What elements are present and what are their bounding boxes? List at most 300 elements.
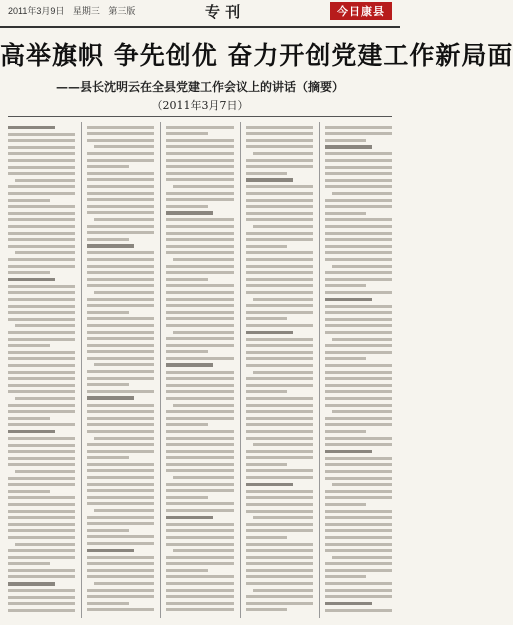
text-line	[87, 172, 154, 175]
text-line	[246, 556, 313, 559]
text-line	[325, 238, 392, 241]
text-line	[325, 510, 392, 513]
text-line	[246, 595, 313, 598]
text-line	[166, 562, 233, 565]
text-line	[246, 172, 288, 175]
text-line	[325, 417, 392, 420]
text-line	[246, 351, 313, 354]
text-line	[166, 245, 233, 248]
text-line	[246, 192, 313, 195]
text-line	[87, 569, 154, 572]
text-line	[87, 608, 154, 611]
text-line	[166, 165, 233, 168]
text-line	[246, 483, 293, 487]
text-line	[8, 437, 75, 440]
divider	[8, 116, 392, 117]
text-line	[325, 351, 392, 354]
text-line	[166, 284, 233, 287]
text-line	[8, 483, 75, 486]
text-line	[325, 245, 392, 248]
text-line	[87, 396, 134, 400]
text-line	[166, 582, 233, 585]
text-line	[8, 609, 75, 612]
text-line	[8, 364, 75, 367]
section-title: 专 刊	[205, 3, 241, 21]
text-line	[325, 450, 372, 454]
text-line	[87, 357, 154, 360]
text-line	[325, 543, 392, 546]
text-line	[87, 225, 154, 228]
text-line	[87, 152, 154, 155]
text-line	[253, 516, 313, 519]
text-line	[87, 556, 154, 559]
text-line	[87, 205, 154, 208]
text-line	[325, 423, 392, 426]
text-line	[325, 582, 392, 585]
text-line	[8, 596, 75, 599]
text-line	[166, 410, 233, 413]
text-line	[87, 298, 154, 301]
text-line	[8, 172, 75, 175]
text-line	[15, 324, 75, 327]
text-line	[325, 562, 392, 565]
text-line	[166, 278, 208, 281]
text-line	[325, 291, 392, 294]
text-line	[15, 470, 75, 473]
text-line	[246, 549, 313, 552]
text-line	[246, 608, 288, 611]
text-line	[246, 126, 313, 129]
text-line	[87, 404, 154, 407]
text-line	[166, 291, 233, 294]
text-line	[246, 496, 313, 499]
text-line	[87, 159, 154, 162]
text-line	[87, 483, 154, 486]
text-line	[325, 331, 392, 334]
text-line	[166, 443, 233, 446]
text-line	[8, 245, 75, 248]
text-line	[8, 582, 55, 586]
text-line	[246, 251, 313, 254]
text-line	[253, 443, 313, 446]
text-line	[325, 595, 392, 598]
text-line	[325, 205, 392, 208]
text-line	[87, 423, 154, 426]
text-line	[8, 529, 75, 532]
text-line	[87, 377, 154, 380]
text-line	[166, 595, 233, 598]
text-line	[87, 244, 134, 248]
text-line	[325, 390, 392, 393]
text-line	[325, 172, 392, 175]
text-line	[8, 205, 75, 208]
text-line	[15, 543, 75, 546]
text-line	[325, 430, 367, 433]
text-line	[166, 496, 208, 499]
text-line	[246, 212, 313, 215]
text-line	[166, 311, 233, 314]
text-line	[8, 166, 75, 169]
text-line	[325, 575, 367, 578]
text-line	[246, 602, 313, 605]
text-line	[8, 477, 75, 480]
text-line	[253, 371, 313, 374]
text-line	[166, 304, 233, 307]
text-line	[8, 265, 75, 268]
text-line	[87, 271, 154, 274]
text-line	[246, 232, 313, 235]
text-line	[8, 457, 75, 460]
text-line	[325, 212, 367, 215]
text-line	[8, 133, 75, 136]
text-line	[8, 371, 75, 374]
text-line	[8, 390, 75, 393]
text-line	[166, 423, 208, 426]
text-line	[166, 450, 233, 453]
text-line	[246, 463, 288, 466]
text-line	[173, 185, 233, 188]
text-line	[166, 523, 233, 526]
text-line	[8, 516, 75, 519]
text-line	[87, 443, 154, 446]
text-line	[166, 126, 233, 129]
text-line	[325, 477, 392, 480]
text-line	[166, 430, 233, 433]
text-line	[166, 417, 233, 420]
text-line	[166, 145, 233, 148]
text-line	[173, 476, 233, 479]
text-line	[246, 404, 313, 407]
text-line	[253, 298, 313, 301]
text-line	[8, 298, 75, 301]
text-line	[246, 437, 313, 440]
text-line	[173, 258, 233, 261]
text-line	[246, 344, 313, 347]
text-line	[325, 271, 392, 274]
text-line	[246, 258, 313, 261]
text-line	[325, 318, 392, 321]
text-line	[166, 238, 233, 241]
text-line	[325, 516, 392, 519]
text-line	[325, 437, 392, 440]
text-line	[87, 132, 154, 135]
text-line	[246, 311, 313, 314]
text-line	[325, 166, 392, 169]
text-line	[246, 238, 313, 241]
text-line	[8, 444, 75, 447]
text-line	[8, 225, 75, 228]
text-line	[8, 423, 75, 426]
text-line	[87, 278, 154, 281]
text-line	[246, 523, 313, 526]
text-line	[87, 211, 154, 214]
text-line	[87, 549, 134, 553]
text-line	[87, 516, 154, 519]
issue-weekday: 星期三	[72, 6, 100, 16]
text-column	[240, 122, 313, 618]
text-line	[325, 278, 392, 281]
text-line	[325, 311, 392, 314]
text-line	[8, 562, 50, 565]
text-line	[8, 417, 50, 420]
text-line	[87, 450, 154, 453]
text-line	[8, 278, 55, 282]
text-line	[87, 350, 154, 353]
text-line	[87, 456, 129, 459]
text-line	[15, 179, 75, 182]
text-line	[325, 298, 372, 302]
text-line	[325, 523, 392, 526]
text-line	[87, 324, 154, 327]
text-line	[166, 543, 233, 546]
text-line	[325, 470, 392, 473]
text-line	[246, 291, 313, 294]
text-line	[246, 357, 313, 360]
text-line	[8, 311, 75, 314]
text-line	[166, 317, 233, 320]
text-line	[325, 179, 392, 182]
text-line	[173, 549, 233, 552]
text-line	[166, 536, 233, 539]
text-line	[246, 304, 313, 307]
text-line	[246, 582, 313, 585]
text-line	[166, 516, 213, 520]
text-line	[325, 589, 392, 592]
issue-date: 2011年3月9日	[8, 6, 65, 16]
text-line	[8, 589, 75, 592]
text-line	[246, 423, 313, 426]
newspaper-header	[0, 0, 400, 28]
text-line	[166, 463, 233, 466]
text-line	[246, 271, 313, 274]
text-line	[87, 430, 154, 433]
text-line	[87, 185, 154, 188]
text-line	[8, 238, 75, 241]
issue-info	[8, 4, 141, 17]
text-line	[8, 218, 75, 221]
text-line	[8, 152, 75, 155]
text-line	[166, 172, 233, 175]
text-line	[246, 450, 313, 453]
text-line	[87, 542, 154, 545]
text-line	[246, 390, 288, 393]
text-line	[94, 363, 154, 366]
text-line	[94, 145, 154, 148]
text-line	[325, 609, 392, 612]
text-line	[87, 337, 154, 340]
text-line	[246, 575, 313, 578]
text-line	[166, 139, 233, 142]
text-line	[166, 337, 233, 340]
text-line	[332, 338, 392, 341]
text-line	[253, 589, 313, 592]
text-line	[87, 502, 154, 505]
text-line	[246, 364, 313, 367]
text-line	[166, 569, 208, 572]
text-column	[8, 122, 75, 618]
text-line	[246, 510, 313, 513]
text-line	[87, 165, 129, 168]
text-line	[325, 496, 392, 499]
text-line	[8, 523, 75, 526]
text-line	[246, 377, 313, 380]
text-line	[166, 271, 233, 274]
text-line	[325, 284, 367, 287]
text-line	[8, 126, 55, 130]
text-line	[325, 185, 392, 188]
text-line	[246, 165, 313, 168]
text-line	[166, 589, 233, 592]
text-line	[8, 490, 50, 493]
text-line	[87, 370, 154, 373]
text-line	[8, 139, 75, 142]
text-line	[166, 357, 233, 360]
text-line	[246, 331, 293, 335]
text-line	[166, 225, 233, 228]
text-line	[166, 556, 233, 559]
text-line	[87, 529, 129, 532]
text-line	[246, 284, 313, 287]
text-line	[8, 271, 50, 274]
text-line	[87, 231, 154, 234]
text-line	[325, 443, 392, 446]
text-line	[87, 139, 154, 142]
text-line	[166, 608, 233, 611]
text-line	[87, 178, 154, 181]
text-line	[8, 192, 75, 195]
text-line	[8, 384, 75, 387]
text-line	[87, 126, 154, 129]
text-line	[8, 318, 75, 321]
text-line	[87, 344, 154, 347]
text-line	[8, 503, 75, 506]
text-line	[166, 469, 233, 472]
text-line	[87, 331, 154, 334]
text-line	[166, 298, 233, 301]
text-line	[325, 602, 372, 606]
text-line	[8, 199, 50, 202]
text-line	[8, 285, 75, 288]
text-line	[246, 476, 313, 479]
text-line	[325, 258, 392, 261]
text-line	[8, 536, 75, 539]
text-line	[325, 344, 392, 347]
text-line	[166, 377, 233, 380]
text-line	[8, 463, 75, 466]
text-line	[246, 185, 313, 188]
text-line	[246, 569, 313, 572]
text-line	[87, 258, 154, 261]
text-line	[246, 430, 313, 433]
text-line	[94, 218, 154, 221]
article-body	[8, 122, 392, 618]
text-line	[325, 232, 392, 235]
text-line	[87, 535, 154, 538]
text-line	[8, 159, 75, 162]
text-line	[8, 351, 75, 354]
text-line	[8, 569, 75, 572]
text-line	[87, 198, 154, 201]
text-line	[325, 357, 367, 360]
article-subhead: ——县长沈明云在全县党建工作会议上的讲话（摘要）	[55, 80, 344, 94]
text-line	[246, 324, 313, 327]
text-line	[8, 404, 75, 407]
text-line	[166, 198, 233, 201]
text-line	[246, 145, 313, 148]
text-line	[246, 245, 288, 248]
text-line	[325, 397, 392, 400]
text-line	[246, 278, 313, 281]
text-column	[81, 122, 154, 618]
text-line	[87, 469, 154, 472]
text-line	[253, 152, 313, 155]
text-line	[325, 457, 392, 460]
text-line	[166, 350, 208, 353]
text-line	[87, 238, 129, 241]
text-line	[8, 556, 75, 559]
text-line	[246, 317, 288, 320]
text-line	[8, 496, 75, 499]
text-line	[325, 503, 367, 506]
text-line	[173, 331, 233, 334]
text-line	[332, 483, 392, 486]
text-column	[160, 122, 233, 618]
text-line	[166, 265, 233, 268]
text-line	[8, 357, 75, 360]
text-line	[246, 139, 313, 142]
issue-page: 第三版	[108, 6, 136, 16]
text-line	[325, 225, 392, 228]
text-line	[166, 324, 233, 327]
text-line	[166, 390, 233, 393]
text-line	[246, 536, 288, 539]
text-line	[166, 363, 213, 367]
text-line	[325, 152, 392, 155]
text-line	[8, 410, 75, 413]
text-line	[332, 556, 392, 559]
text-line	[87, 589, 154, 592]
text-line	[94, 291, 154, 294]
text-line	[325, 324, 392, 327]
text-line	[166, 132, 208, 135]
text-line	[87, 192, 154, 195]
text-line	[8, 344, 50, 347]
text-line	[8, 377, 75, 380]
text-line	[8, 575, 75, 578]
text-line	[246, 159, 313, 162]
text-line	[8, 338, 75, 341]
text-line	[325, 490, 392, 493]
text-line	[87, 390, 154, 393]
text-line	[166, 602, 233, 605]
text-line	[8, 450, 75, 453]
text-line	[8, 549, 75, 552]
text-line	[246, 503, 313, 506]
text-line	[87, 522, 154, 525]
text-line	[325, 463, 392, 466]
text-line	[246, 338, 313, 341]
text-line	[8, 510, 75, 513]
text-line	[166, 192, 233, 195]
text-line	[325, 218, 392, 221]
text-line	[87, 417, 154, 420]
text-line	[87, 575, 154, 578]
text-line	[87, 265, 154, 268]
text-line	[246, 490, 313, 493]
text-line	[325, 159, 392, 162]
text-line	[325, 529, 392, 532]
text-line	[166, 211, 213, 215]
